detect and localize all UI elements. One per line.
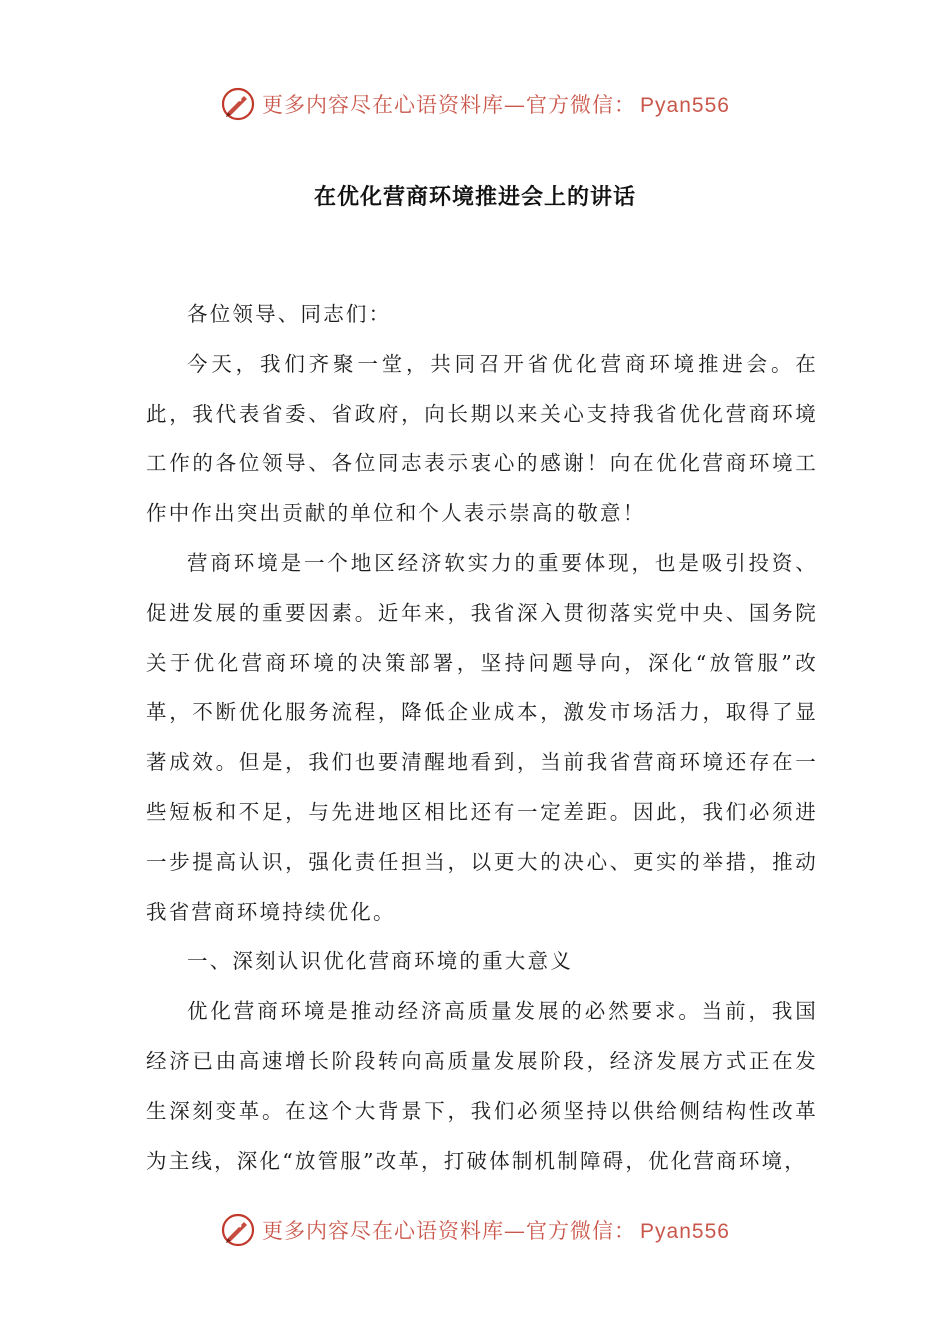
footer-banner-text: 更多内容尽在心语资料库—官方微信： Pyan556 (262, 1219, 730, 1243)
salutation-paragraph: 各位领导、同志们： (187, 302, 392, 326)
header-watermark-banner (0, 82, 950, 126)
body-paragraph: 今天，我们齐聚一堂，共同召开省优化营商环境推进会。在此，我代表省委、省政府，向长期以来关心支持我省优化营商环境工作的各位领导、各位同志表示衷心的感谢！向在优化营商环境工作中作出突出贡献的单位和个人表示崇高的敬意！ (146, 351, 818, 526)
body-paragraph: 营商环境是一个地区经济软实力的重要体现，也是吸引投资、促进发展的重要因素。近年来，我省深入贯彻落实党中央、国务院关于优化营商环境的决策部署，坚持问题导向，深化“放管服”改革，不断优化服务流程，降低企业成本，激发市场活力，取得了显著成效。但是，我们也要清醒地看到，当前我省营商环境还存在一些短板和不足，与先进地区相比还有一定差距。因此，我们必须进一步提高认识，强化责任担当，以更大的决心、更实的举措，推动我省营商环境持续优化。 (146, 550, 818, 924)
document-body (146, 290, 818, 1186)
header-banner-text: 更多内容尽在心语资料库—官方微信： Pyan556 (262, 93, 730, 117)
section-heading: 一、深刻认识优化营商环境的重大意义 (187, 949, 573, 974)
pen-logo-icon (220, 1212, 256, 1248)
footer-watermark-banner (0, 1208, 950, 1252)
header-wechat-id: Pyan556 (640, 94, 730, 117)
footer-wechat-id: Pyan556 (640, 1220, 730, 1243)
body-paragraph: 优化营商环境是推动经济高质量发展的必然要求。当前，我国经济已由高速增长阶段转向高质量发展阶段，经济发展方式正在发生深刻变革。在这个大背景下，我们必须坚持以供给侧结构性改革为主线，深化“放管服”改革，打破体制机制障碍，优化营商环境， (146, 999, 818, 1173)
pen-logo-icon (220, 86, 256, 122)
document-title: 在优化营商环境推进会上的讲话 (313, 185, 636, 210)
